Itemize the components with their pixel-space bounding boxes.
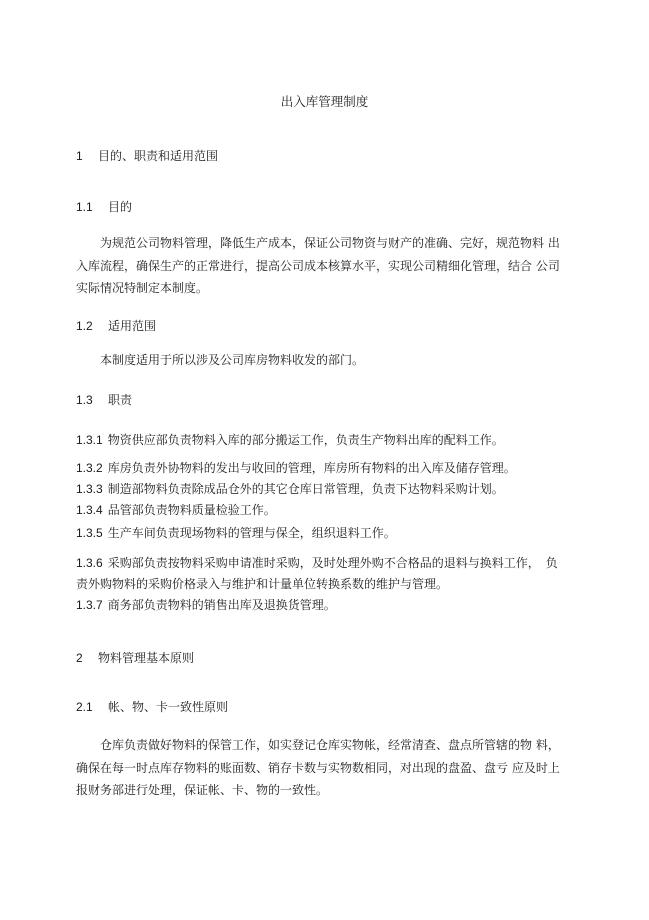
paragraph-line: 确保在每一时点库存物料的账面数、销存卡数与实物数相同，对出现的盘盈、盘亏 应及时上 [76, 760, 560, 775]
paragraph-line: 报财务部进行处理，保证帐、卡、物的一致性。 [76, 783, 329, 797]
paragraph-line: 仓库负责做好物料的保管工作，如实登记仓库实物帐，经常清查、盘点所管辖的物 料， [100, 738, 560, 752]
duty-item [76, 432, 504, 448]
section-number: 2 [76, 651, 83, 665]
paragraph-line: 实际情况特制定本制度。 [76, 281, 209, 295]
subsection-number: 1.3 [76, 393, 93, 407]
subsection-title: 目的 [108, 200, 133, 214]
scope-paragraph [76, 349, 573, 372]
subsection-heading [76, 699, 228, 715]
item-number: 1.3.3 [76, 482, 103, 496]
item-number: 1.3.7 [76, 598, 103, 612]
subsection-title: 帐、物、卡一致性原则 [108, 700, 229, 714]
document-title: 出入库管理制度 [280, 94, 369, 109]
item-text: 物资供应部负责物料入库的部分搬运工作，负责生产物料出库的配料工作。 [107, 433, 504, 447]
subsection-heading [76, 199, 132, 215]
paragraph-line: 本制度适用于所以涉及公司库房物料收发的部门。 [100, 353, 365, 367]
duty-item [76, 525, 396, 541]
paragraph-line: 为规范公司物料管理，降低生产成本，保证公司物资与财产的准确、完好，规范物料 出 [100, 236, 560, 250]
duty-item [76, 597, 336, 613]
duty-item [76, 481, 504, 497]
item-text: 商务部负责物料的销售出库及退换货管理。 [107, 598, 336, 612]
subsection-heading [76, 318, 156, 334]
subsection-title: 适用范围 [108, 319, 157, 333]
item-text: 生产车间负责现场物料的管理与保全，组织退料工作。 [107, 526, 396, 540]
section-title: 物料管理基本原则 [98, 651, 195, 665]
item-number: 1.3.4 [76, 503, 103, 517]
section-number: 1 [76, 149, 83, 163]
subsection-number: 1.1 [76, 200, 93, 214]
item-number: 1.3.2 [76, 461, 103, 475]
section-heading [76, 148, 218, 164]
duty-item [76, 460, 516, 476]
subsection-heading [76, 392, 132, 408]
item-text: 采购部负责按物料采购申请准时采购，及时处理外购不合格品的退料与换料工作， 负 [107, 556, 558, 570]
item-text: 制造部物料负责除成品仓外的其它仓库日常管理，负责下达物料采购计划。 [107, 482, 504, 496]
principle-paragraph [76, 734, 573, 802]
item-number: 1.3.5 [76, 526, 103, 540]
section-heading [76, 650, 194, 666]
item-number: 1.3.1 [76, 433, 103, 447]
item-number: 1.3.6 [76, 556, 103, 570]
subsection-title: 职责 [108, 393, 133, 407]
duty-item-continuation: 责外购物料的采购价格录入与维护和计量单位转换系数的维护与管理。 [76, 577, 449, 591]
duty-item [76, 555, 558, 571]
subsection-number: 1.2 [76, 319, 93, 333]
paragraph-line: 入库流程，确保生产的正常进行，提高公司成本核算水平，实现公司精细化管理，结合 公司 [76, 258, 560, 273]
item-text: 品管部负责物料质量检验工作。 [107, 503, 276, 517]
purpose-paragraph [76, 232, 573, 300]
duty-item [76, 502, 276, 518]
section-title: 目的、职责和适用范围 [98, 149, 219, 163]
subsection-number: 2.1 [76, 700, 93, 714]
item-text: 库房负责外协物料的发出与收回的管理，库房所有物料的出入库及储存管理。 [107, 461, 516, 475]
